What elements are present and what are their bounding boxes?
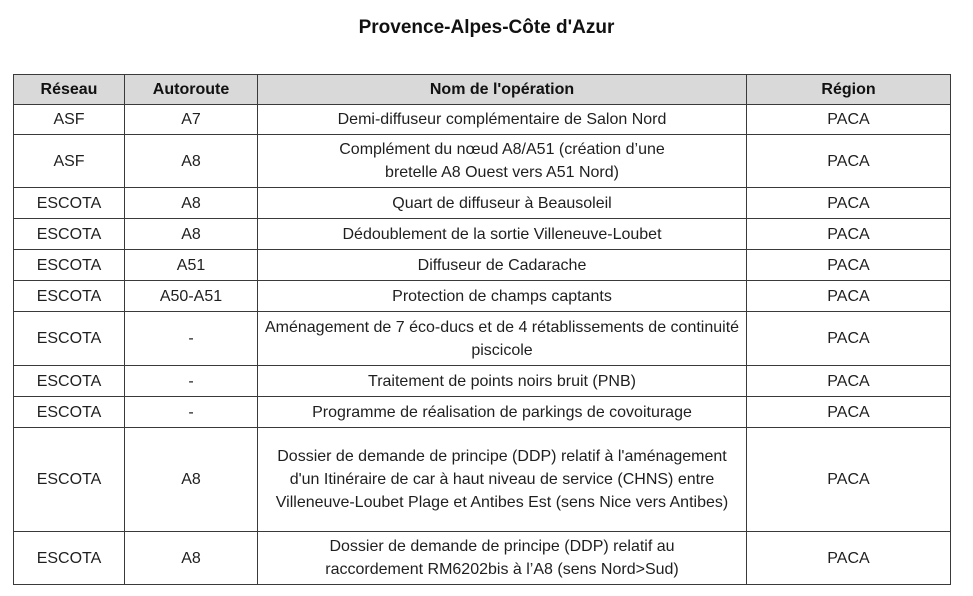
cell-nom-operation: Dossier de demande de principe (DDP) relatif à l'aménagement d'un Itinéraire de car à haut niveau de service (CHNS) entre Villeneuve-Loubet Plage et Antibes Est (sens Nice vers Antibes) (258, 428, 747, 532)
cell-nom-operation: Aménagement de 7 éco-ducs et de 4 rétablissements de continuité piscicole (258, 312, 747, 366)
cell-autoroute: A50-A51 (125, 281, 258, 312)
cell-nom-operation: Programme de réalisation de parkings de covoiturage (258, 397, 747, 428)
cell-region: PACA (747, 135, 951, 188)
table-row (14, 135, 951, 188)
cell-reseau: ESCOTA (14, 366, 125, 397)
cell-nom-operation: Traitement de points noirs bruit (PNB) (258, 366, 747, 397)
cell-nom-operation: Demi-diffuseur complémentaire de Salon Nord (258, 105, 747, 135)
cell-nom-operation: Protection de champs captants (258, 281, 747, 312)
cell-autoroute: - (125, 366, 258, 397)
cell-autoroute: A8 (125, 219, 258, 250)
cell-reseau: ESCOTA (14, 428, 125, 532)
cell-reseau: ESCOTA (14, 532, 125, 585)
cell-nom-operation: Quart de diffuseur à Beausoleil (258, 188, 747, 219)
cell-region: PACA (747, 281, 951, 312)
cell-region: PACA (747, 366, 951, 397)
table-row (14, 105, 951, 135)
header-autoroute: Autoroute (125, 75, 258, 105)
cell-region: PACA (747, 397, 951, 428)
cell-region: PACA (747, 188, 951, 219)
table-row (14, 219, 951, 250)
cell-nom-operation: Complément du nœud A8/A51 (création d’une bretelle A8 Ouest vers A51 Nord) (258, 135, 747, 188)
cell-autoroute: - (125, 312, 258, 366)
cell-autoroute: A8 (125, 188, 258, 219)
table-row (14, 312, 951, 366)
table-row (14, 397, 951, 428)
cell-nom-operation: Dédoublement de la sortie Villeneuve-Loubet (258, 219, 747, 250)
cell-region: PACA (747, 532, 951, 585)
cell-region: PACA (747, 428, 951, 532)
cell-region: PACA (747, 219, 951, 250)
table-row (14, 366, 951, 397)
cell-reseau: ESCOTA (14, 397, 125, 428)
cell-autoroute: A51 (125, 250, 258, 281)
cell-autoroute: A8 (125, 135, 258, 188)
table-row (14, 250, 951, 281)
cell-nom-operation: Dossier de demande de principe (DDP) relatif au raccordement RM6202bis à l’A8 (sens Nord>Sud) (258, 532, 747, 585)
cell-reseau: ASF (14, 105, 125, 135)
cell-autoroute: - (125, 397, 258, 428)
cell-region: PACA (747, 312, 951, 366)
cell-region: PACA (747, 105, 951, 135)
cell-reseau: ESCOTA (14, 281, 125, 312)
table-row (14, 428, 951, 532)
header-nom-operation: Nom de l'opération (258, 75, 747, 105)
header-reseau: Réseau (14, 75, 125, 105)
table-row (14, 532, 951, 585)
cell-reseau: ESCOTA (14, 250, 125, 281)
cell-reseau: ASF (14, 135, 125, 188)
cell-autoroute: A8 (125, 532, 258, 585)
cell-reseau: ESCOTA (14, 188, 125, 219)
cell-autoroute: A8 (125, 428, 258, 532)
cell-autoroute: A7 (125, 105, 258, 135)
page-title: Provence-Alpes-Côte d'Azur (358, 17, 615, 38)
table-row (14, 188, 951, 219)
table-header-row (14, 75, 951, 105)
cell-reseau: ESCOTA (14, 312, 125, 366)
cell-region: PACA (747, 250, 951, 281)
header-region: Région (747, 75, 951, 105)
cell-reseau: ESCOTA (14, 219, 125, 250)
table-row (14, 281, 951, 312)
operations-table (13, 74, 951, 585)
cell-nom-operation: Diffuseur de Cadarache (258, 250, 747, 281)
